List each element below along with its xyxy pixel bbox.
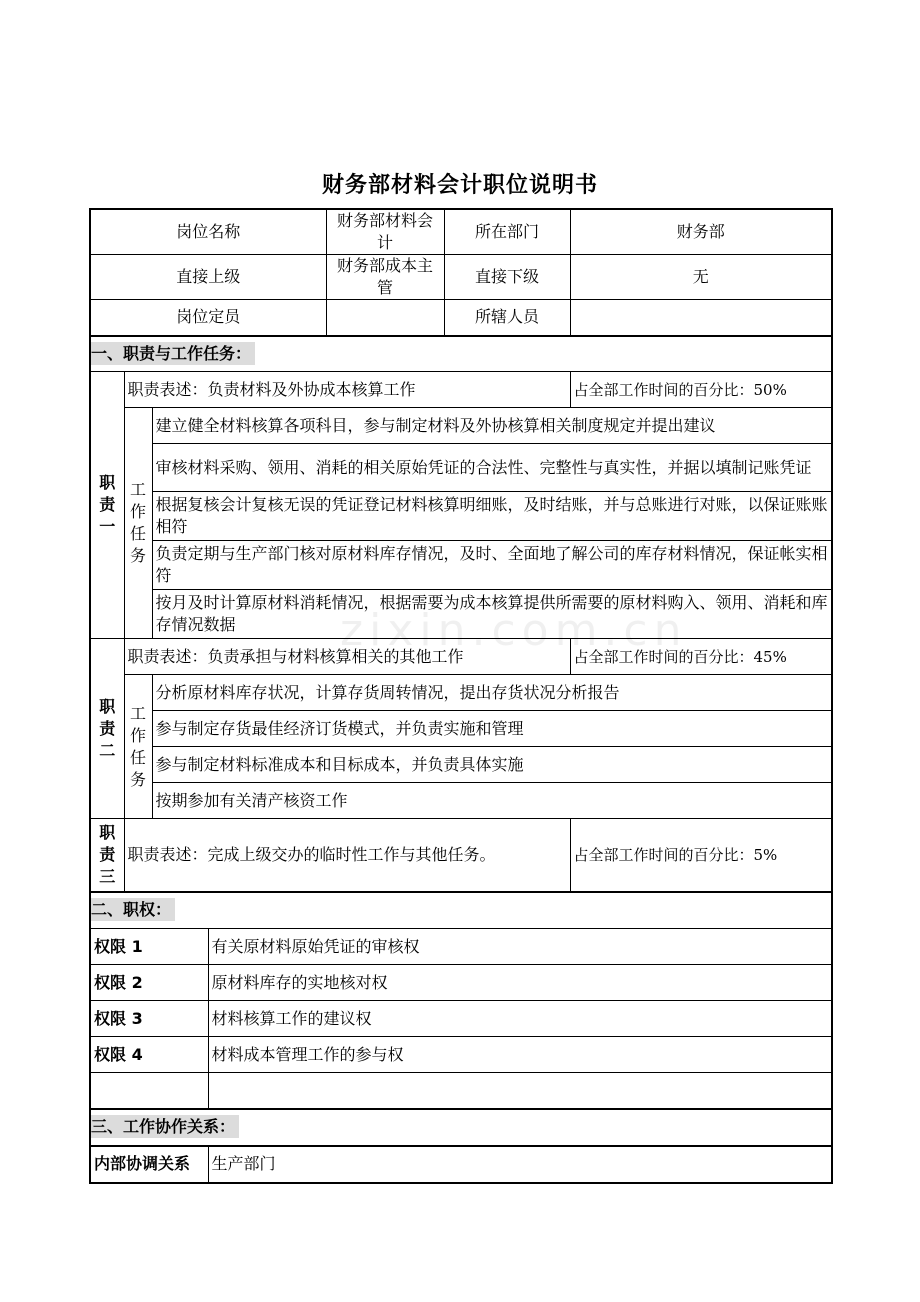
dept-value: 财务部 bbox=[570, 209, 832, 255]
right-label: 权限 4 bbox=[90, 1037, 208, 1073]
duty1-statement-row bbox=[90, 372, 832, 408]
section1-heading: 一、职责与工作任务： bbox=[91, 342, 255, 365]
superior-label: 直接上级 bbox=[90, 255, 326, 300]
right-label: 权限 1 bbox=[90, 929, 208, 965]
headcount-label: 岗位定员 bbox=[90, 300, 326, 336]
duty1-task-row bbox=[90, 590, 832, 639]
duty1-task: 按月及时计算原材料消耗情况，根据需要为成本核算提供所需要的原材料购入、领用、消耗和库存情况数据 bbox=[152, 590, 832, 639]
dept-label: 所在部门 bbox=[444, 209, 570, 255]
duty2-task-row bbox=[90, 711, 832, 747]
duty1-task: 建立健全材料核算各项科目，参与制定材料及外协核算相关制度规定并提出建议 bbox=[152, 408, 832, 444]
right-row bbox=[90, 965, 832, 1001]
duty2-task-row bbox=[90, 675, 832, 711]
section2-heading: 二、职权： bbox=[91, 898, 175, 921]
duty2-task-row bbox=[90, 783, 832, 819]
right-row bbox=[90, 1001, 832, 1037]
duty3-label: 职 责 三 bbox=[90, 819, 124, 892]
headcount-value bbox=[326, 300, 444, 336]
position-value: 财务部材料会计 bbox=[326, 209, 444, 255]
duty2-task: 参与制定存货最佳经济订货模式，并负责实施和管理 bbox=[152, 711, 832, 747]
right-value: 材料核算工作的建议权 bbox=[208, 1001, 832, 1037]
duty1-task-row bbox=[90, 408, 832, 444]
right-label: 权限 3 bbox=[90, 1001, 208, 1037]
right-label: 权限 2 bbox=[90, 965, 208, 1001]
info-row-headcount bbox=[90, 300, 832, 336]
duty1-percent: 占全部工作时间的百分比：50% bbox=[570, 372, 832, 408]
duty2-task: 参与制定材料标准成本和目标成本，并负责具体实施 bbox=[152, 747, 832, 783]
subordinate-label: 直接下级 bbox=[444, 255, 570, 300]
section3-heading-row bbox=[90, 1109, 832, 1146]
subordinate-value: 无 bbox=[570, 255, 832, 300]
duty2-statement-row bbox=[90, 639, 832, 675]
job-description-table bbox=[89, 208, 833, 1184]
duty3-percent: 占全部工作时间的百分比：5% bbox=[570, 819, 832, 892]
duty2-tasks-label: 工 作 任 务 bbox=[124, 675, 152, 819]
duty2-percent: 占全部工作时间的百分比：45% bbox=[570, 639, 832, 675]
right-value: 原材料库存的实地核对权 bbox=[208, 965, 832, 1001]
duty1-task-row bbox=[90, 444, 832, 492]
right-row-empty bbox=[90, 1073, 832, 1109]
info-row-superior bbox=[90, 255, 832, 300]
duty1-statement: 职责表述：负责材料及外协成本核算工作 bbox=[124, 372, 570, 408]
internal-relation-row bbox=[90, 1146, 832, 1183]
right-label bbox=[90, 1073, 208, 1109]
duty1-task: 审核材料采购、领用、消耗的相关原始凭证的合法性、完整性与真实性，并据以填制记账凭证 bbox=[152, 444, 832, 492]
section1-heading-row bbox=[90, 336, 832, 372]
staff-label: 所辖人员 bbox=[444, 300, 570, 336]
superior-value: 财务部成本主管 bbox=[326, 255, 444, 300]
duty2-label: 职 责 二 bbox=[90, 639, 124, 819]
right-value: 材料成本管理工作的参与权 bbox=[208, 1037, 832, 1073]
duty3-statement: 职责表述：完成上级交办的临时性工作与其他任务。 bbox=[124, 819, 570, 892]
internal-label: 内部协调关系 bbox=[90, 1146, 208, 1183]
document-title: 财务部材料会计职位说明书 bbox=[321, 173, 598, 198]
duty2-statement: 职责表述：负责承担与材料核算相关的其他工作 bbox=[124, 639, 570, 675]
section2-heading-row bbox=[90, 892, 832, 929]
right-row bbox=[90, 1037, 832, 1073]
position-label: 岗位名称 bbox=[90, 209, 326, 255]
watermark: zixin.com.cn bbox=[340, 605, 688, 656]
section3-heading: 三、工作协作关系： bbox=[91, 1115, 239, 1138]
duty2-task: 分析原材料库存状况，计算存货周转情况，提出存货状况分析报告 bbox=[152, 675, 832, 711]
internal-value: 生产部门 bbox=[208, 1146, 832, 1183]
info-row-position bbox=[90, 209, 832, 255]
right-value: 有关原材料原始凭证的审核权 bbox=[208, 929, 832, 965]
staff-value bbox=[570, 300, 832, 336]
duty1-task-row bbox=[90, 541, 832, 590]
duty1-task-row bbox=[90, 492, 832, 541]
duty3-statement-row bbox=[90, 819, 832, 892]
duty2-task-row bbox=[90, 747, 832, 783]
duty1-label: 职 责 一 bbox=[90, 372, 124, 639]
right-value bbox=[208, 1073, 832, 1109]
duty1-task: 负责定期与生产部门核对原材料库存情况，及时、全面地了解公司的库存材料情况，保证帐实相符 bbox=[152, 541, 832, 590]
duty1-tasks-label: 工 作 任 务 bbox=[124, 408, 152, 639]
duty2-task: 按期参加有关清产核资工作 bbox=[152, 783, 832, 819]
right-row bbox=[90, 929, 832, 965]
duty1-task: 根据复核会计复核无误的凭证登记材料核算明细账，及时结账，并与总账进行对账，以保证账账相符 bbox=[152, 492, 832, 541]
